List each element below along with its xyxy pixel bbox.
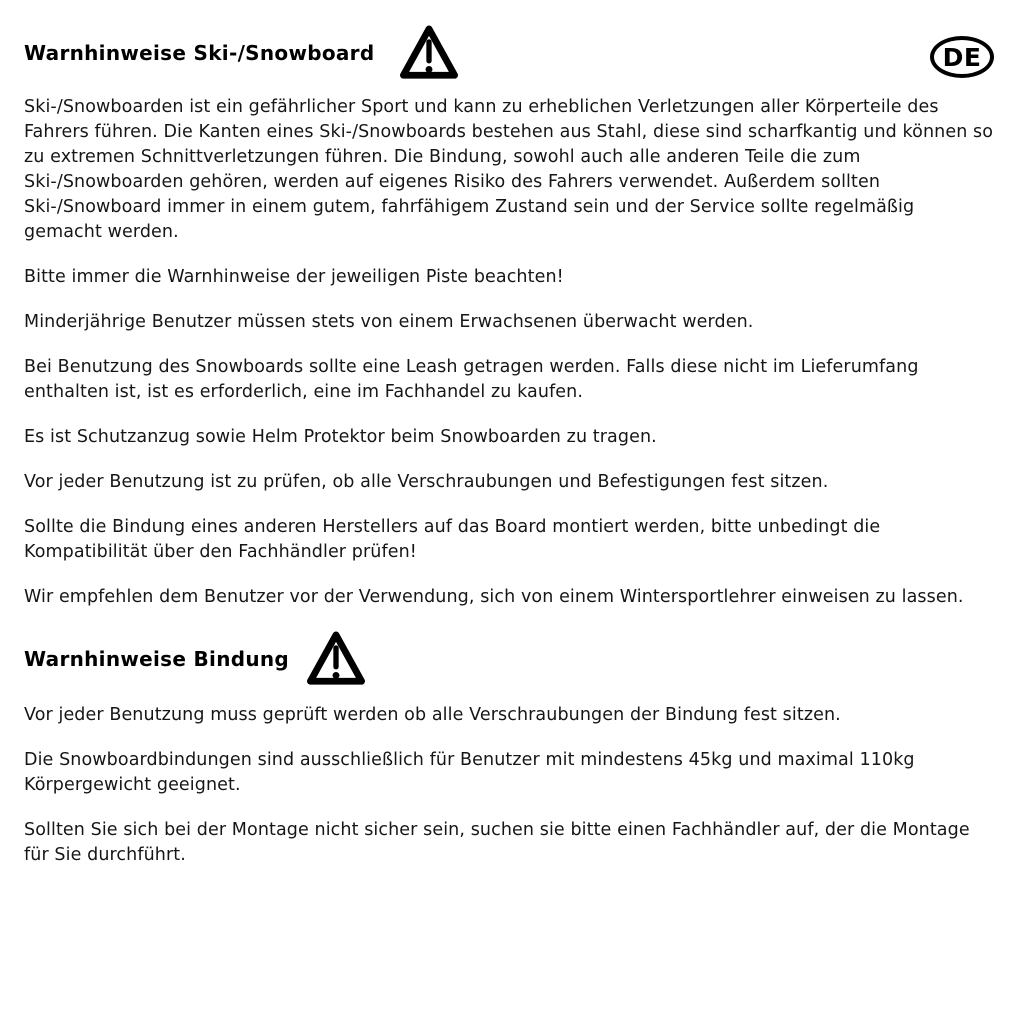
language-badge-de: DE xyxy=(930,36,994,78)
warning-paragraph: Wir empfehlen dem Benutzer vor der Verwendung, sich von einem Wintersportlehrer einweisen zu lassen. xyxy=(24,587,964,607)
section-header-ski-snowboard xyxy=(24,24,997,82)
section-title-bindung: Warnhinweise Bindung xyxy=(24,647,290,671)
warning-paragraph: Minderjährige Benutzer müssen stets von einem Erwachsenen überwacht werden. xyxy=(24,312,754,332)
section-title-ski-snowboard: Warnhinweise Ski-/Snowboard xyxy=(24,41,375,65)
warning-triangle-icon xyxy=(307,630,365,688)
warning-paragraph: Sollten Sie sich bei der Montage nicht sicher sein, suchen sie bitte einen Fachhändler auf, der die Montage für Sie durchführt. xyxy=(24,820,970,865)
warning-paragraph: Es ist Schutzanzug sowie Helm Protektor beim Snowboarden zu tragen. xyxy=(24,427,657,447)
warning-paragraph: Bitte immer die Warnhinweise der jeweiligen Piste beachten! xyxy=(24,267,564,287)
warning-paragraph: Vor jeder Benutzung muss geprüft werden ob alle Verschraubungen der Bindung fest sitzen. xyxy=(24,705,841,725)
warning-paragraph: Die Snowboardbindungen sind ausschließlich für Benutzer mit mindestens 45kg und maximal 110kg Körpergewicht geeignet. xyxy=(24,750,915,795)
warning-triangle-icon xyxy=(400,24,458,82)
warning-paragraph: Bei Benutzung des Snowboards sollte eine Leash getragen werden. Falls diese nicht im Lieferumfang enthalten ist, ist es erforderlich, eine im Fachhandel zu kaufen. xyxy=(24,357,919,402)
warning-paragraph: Vor jeder Benutzung ist zu prüfen, ob alle Verschraubungen und Befestigungen fest sitzen. xyxy=(24,472,829,492)
section-header-bindung xyxy=(24,630,997,688)
warning-paragraph: Ski-/Snowboarden ist ein gefährlicher Sport und kann zu erheblichen Verletzungen aller Körperteile des Fahrers führen. Die Kanten eines Ski-/Snowboards bestehen aus Stahl, diese sind scharfkantig und können so zu extremen Schnittverletzungen führen. Die Bindung, sowohl auch alle anderen Teile die zum Ski-/Snowboarden gehören, werden auf eigenes Risiko des Fahrers verwendet. Außerdem sollten Ski-/Snowboard immer in einem gutem, fahrfähigem Zustand sein und der Service sollte regelmäßig gemacht werden. xyxy=(24,97,994,242)
warning-paragraph: Sollte die Bindung eines anderen Herstellers auf das Board montiert werden, bitte unbedingt die Kompatibilität über den Fachhändler prüfen! xyxy=(24,517,881,562)
